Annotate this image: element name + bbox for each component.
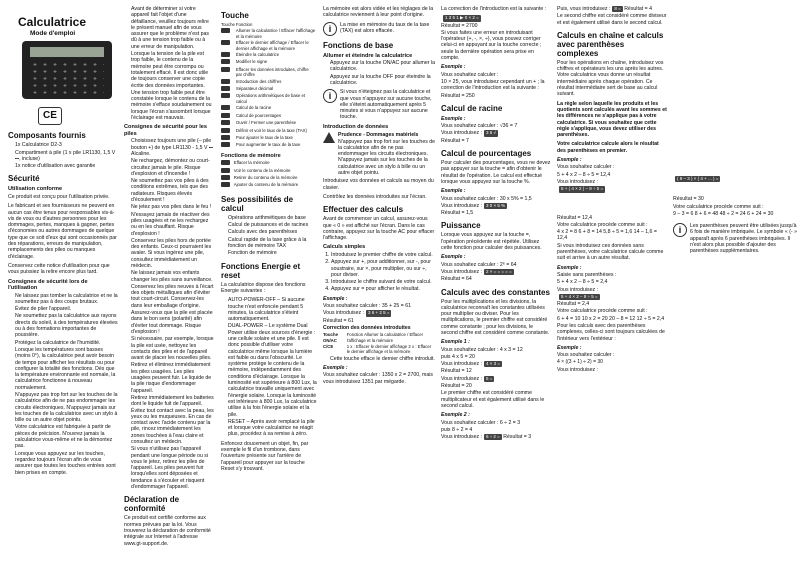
list-item: • Ne soumettez pas la calculatrice aux rayons directs du soleil, à des températures élevées ou à des formations importantes de poussière. xyxy=(15,313,118,338)
possibilities-title: Ses possibilités de calcul xyxy=(221,194,294,213)
example-result: Résultat = 3 xyxy=(503,434,532,441)
table-row xyxy=(323,332,435,344)
table-row xyxy=(221,105,317,112)
info-icon: i xyxy=(673,223,687,237)
key-function: Fonction Allumer la calculatrice / Effacer l'affichage et la mémoire xyxy=(346,332,424,343)
paragraph: Le premier chiffre est considéré comme multiplicateur et est également utilisé dans le second calcul. xyxy=(441,390,545,409)
example-label: Exemple : xyxy=(557,264,582,271)
info-note xyxy=(323,89,435,120)
table-row xyxy=(221,52,317,59)
table-row xyxy=(221,160,317,167)
root-title: Calcul de racine xyxy=(441,103,503,113)
key-sequence: 3 0 × 5 % xyxy=(485,202,506,208)
onoff-title: Allumer et éteindre la calculatrice xyxy=(323,52,413,59)
key-function: Effacer les données introduites, chiffre par chiffre xyxy=(235,66,309,78)
key-icon xyxy=(221,113,230,118)
example-label: Exemple 1 : xyxy=(441,339,470,346)
input-label: Vous introduisez : xyxy=(441,130,482,137)
example-label: Exemple : xyxy=(323,295,348,302)
key-function: Introduction des chiffres xyxy=(235,78,282,84)
key-row xyxy=(557,294,667,300)
warning-icon xyxy=(323,132,335,143)
example-result: Résultat = 1,5 xyxy=(441,210,474,217)
table-row xyxy=(221,113,317,120)
input-label: Vous introduisez : xyxy=(323,310,364,317)
components-list xyxy=(8,142,118,169)
example-task: Vous souhaitez calculer : xyxy=(441,71,499,78)
list-item: • Si vous n'utilisez pas l'appareil pendant une longue période ou si vous le jetez, retirez les piles de l'appareil. Les piles peuvent fuir lorsqu'elles sont déposées et tendance à s'écouler et risquent d'endommager l'appareil. xyxy=(131,446,214,490)
key-icon xyxy=(221,175,230,180)
list-item: • 1x notice d'utilisation avec garantie xyxy=(15,163,118,169)
ce-mark: CE xyxy=(38,107,62,125)
key-function: 1 x : Effacer le dernier affichage 2 x : Effacer le dernier affichage et la mémoire xyxy=(346,344,432,355)
list-item: • Assurez-vous que la pile est placée dans le bon sens (polarité) afin d'éviter tout dommage. Risque d'explosion ! xyxy=(131,310,214,335)
table-row xyxy=(221,142,317,149)
key-function: Voir le contenu de la mémoire xyxy=(233,167,291,173)
key-icon xyxy=(221,160,230,165)
example-steps: 6 + 4 = 10 10 x 2 = 20 20 – 8 = 12 12 ÷ 5 = 2,4 xyxy=(557,315,665,322)
key-sequence: ( 9 – 3 ) × ( 4 + ... ) = xyxy=(677,176,719,181)
effect-title: Effectuer des calculs xyxy=(323,205,404,215)
list-item: • Calcul rapide de la taxe grâce à la fonction de mémoire TAX xyxy=(228,237,317,250)
list-item: • Calcul de puissances et de racines xyxy=(228,222,317,228)
key-row xyxy=(441,15,551,21)
column-7 xyxy=(673,6,797,562)
table-row xyxy=(221,128,317,135)
key-sequence: 5 = xyxy=(485,375,493,381)
table-row xyxy=(221,182,317,189)
list-item: • Appuyez sur la touche OFF pour éteindre la calculatrice. xyxy=(330,74,435,87)
keys-table xyxy=(221,22,317,150)
info-icon: i xyxy=(323,22,337,36)
key-sequence: 5 + 4 × 2 – 8 ÷ 5 = xyxy=(561,293,598,299)
key-icon xyxy=(221,93,230,98)
key-icon xyxy=(221,135,230,140)
key-function: Retirer du contenu de la mémoire xyxy=(233,175,298,181)
calculator-keypad xyxy=(30,61,104,95)
correction-table xyxy=(323,332,435,356)
example-result: Résultat = 250 xyxy=(441,92,475,99)
safety-list xyxy=(8,293,118,476)
example-task: Saisie sans parenthèses : xyxy=(557,271,617,278)
table-row xyxy=(221,59,317,66)
list-item: 2. Appuyez sur +, pour additionner, sur -, pour soustraire, sur ×, pour multiplier, ou sur ÷, pour diviser. xyxy=(331,259,435,278)
paragraph: Conservez cette notice d'utilisation pour que vous puissiez la relire encore plus tard. xyxy=(8,262,110,276)
key-row xyxy=(557,186,667,192)
list-item: • DUAL-POWER – Le système Dual Power utilise deux sources d'énergie : une cellule solaire et une pile. Il est donc possible d'utiliser votre calculatrice même lorsque la lumière est faible ou dans l'obscurité. Le système protège le contenu de la mémoire, indépendamment des conditions d'éclairage. Lorsque la luminosité est supérieure à 800 Lux, la calculatrice travaille uniquement avec l'énergie solaire. Lorsque la luminosité est inférieure à 800 Lux, la calculatrice utilise à la fois l'énergie solaire et la pile. xyxy=(228,323,317,417)
key-icon xyxy=(221,67,230,72)
example-input-line xyxy=(441,361,551,367)
caution-title: Prudence - Dommages matériels xyxy=(338,132,419,139)
key-row xyxy=(673,176,797,182)
safety-list-continued xyxy=(124,6,214,121)
list-item: • Si nécessaire, par exemple, lorsque la pile est usée, nettoyez les contacts des piles et de l'appareil avant de placer les nouvelles piles. xyxy=(131,336,214,361)
paragraph: Introduisez vos données et calculs au moyen du clavier. xyxy=(323,178,434,191)
example-result: Résultat = 30 xyxy=(673,196,704,203)
calculator-illustration xyxy=(22,41,112,99)
key-sequence: 6 ÷ 2 = xyxy=(485,434,500,440)
list-item: • RESET – Après avoir remplacé la pile et lorsque votre calculatrice ne réagit plus, procédez à sa remise à zéro. xyxy=(228,419,317,438)
list-item: • Votre calculatrice est fabriquée à partir de pièces de précision. N'ouvrez jamais la calculatrice vous-même et ne la démontez pas. xyxy=(15,424,118,449)
input-label: Vous introduisez : xyxy=(441,268,482,275)
memory-table xyxy=(221,160,317,190)
key-icon xyxy=(221,120,230,125)
table-row xyxy=(221,175,317,182)
table-row xyxy=(221,93,317,105)
example-label: Exemple : xyxy=(441,64,466,71)
key-function: Séparateur décimal xyxy=(235,86,274,92)
key-function: Ouvrir / Fermer une parenthèse xyxy=(235,120,297,126)
key-icon xyxy=(221,105,230,110)
example-label: Exemple : xyxy=(557,157,582,164)
column-6 xyxy=(557,6,667,562)
example-label: Exemple 2 : xyxy=(441,412,470,419)
example-steps: 9 – 3 = 6 8 + 6 = 48 48 ÷ 2 = 24 6 + 24 = 30 xyxy=(673,210,774,217)
key-function: Pour augmenter le taux de la taxe xyxy=(235,142,301,148)
key-icon xyxy=(221,168,230,173)
input-title: Introduction de données xyxy=(323,123,389,130)
list-item: • N'appuyez pas trop fort sur les touches de la calculatrice afin de ne pas endommager les circuits électroniques. N'appuyez jamais sur les touches de la calculatrice avec un stylo à bille ou un autre objet pointu. xyxy=(15,392,118,423)
example-input-line xyxy=(441,130,551,136)
key-icon xyxy=(221,79,230,84)
paragraph: Pour les multiplications et les divisions, la calculatrice reconnaît les constantes utilisées pour multiplier ou diviser. Pour les multiplications, le premier chiffre est considéré comme constante ; pour les divisions, le second chiffre est considéré comme constante. xyxy=(441,298,550,336)
example-label: Exemple : xyxy=(441,188,466,195)
paragraph: Pour les opérations en chaîne, introduisez vos chiffres et opérateurs les uns après les autres. Votre calculatrice vous donne un résultat intermédiaire après chaque opération. Ce résultat intermédiaire sert de base au calcul suivant. xyxy=(557,59,664,98)
list-item: 1. Introduisez le premier chiffre de votre calcul. xyxy=(331,252,435,258)
example-task: Vous souhaitez calculer : √36 = 7 xyxy=(441,123,518,130)
paragraph: Ce produit est certifié conforme aux normes prévues par la loi. Vous trouverez la déclaration de conformité intégrale sur Internet à l'adresse www.gt-support.de. xyxy=(124,515,211,547)
key-function: Opérations arithmétiques de base et calcul xyxy=(235,93,306,104)
key-icon xyxy=(221,142,230,147)
example-task: Vous souhaitez calculer : xyxy=(557,352,615,359)
key-sequence: 2 × = = = = = xyxy=(485,268,512,274)
list-item: • 1x Calculatrice D2-3 xyxy=(15,142,118,148)
key-sequence: 4 × 3 = xyxy=(485,361,500,367)
list-item: • Protégez la calculatrice de l'humidité. xyxy=(15,340,118,346)
paragraph: Le fabricant et ses fournisseurs ne peuvent en aucun cas être tenus pour responsables vis-à-vis de vous ou d'autres personnes pour les dommages, pertes, manques à gagner, pertes d'économies ou autres dommages de quelque type que ce soit d'eux qui sont occasionnés par des réparations, erreurs de manipulation, remplacements des piles ou manques d'éclairage. xyxy=(8,203,117,260)
example-label: Exemple : xyxy=(441,115,466,122)
example-task: Vous souhaitez calculer : 4 x 3 = 12 xyxy=(441,346,523,353)
example-result: Résultat = 12,4 xyxy=(557,214,593,221)
input-label: Vous introduisez : xyxy=(441,361,482,368)
example-result: Résultat = 7 xyxy=(441,137,469,144)
caution-body xyxy=(338,132,435,176)
example-input-line xyxy=(441,434,551,440)
paragraph: La correction de l'introduction est la suivante : xyxy=(441,6,547,12)
example-note: Votre calculatrice procède comme suit : xyxy=(557,221,648,228)
list-item: • Cette touche efface le dernier chiffre introduit. xyxy=(330,356,435,362)
components-title: Composants fournis xyxy=(8,131,86,141)
header-touch: Touche xyxy=(221,22,235,27)
info-note xyxy=(323,22,435,36)
example-task: Vous souhaitez calculer : 1350 x 2 = 2700, mais vous introduisez 1351 par mégarde. xyxy=(323,372,434,385)
example-formula: 4 × ((3 + 1) ÷ 2) = 30 xyxy=(557,359,603,366)
example-task: Vous souhaitez calculer : 35 + 25 = 61 xyxy=(323,303,411,309)
info-note xyxy=(673,223,797,254)
simple-title: Calculs simples xyxy=(323,244,366,251)
security-title: Sécurité xyxy=(8,174,40,184)
base-functions-title: Fonctions de base xyxy=(323,40,394,50)
list-item: • Ne rechargez, démontez ou court-circuitez jamais le pile. Risque d'explosion et d'incendie ! xyxy=(131,158,214,177)
example-task: Vous souhaitez calculer : xyxy=(557,164,615,171)
list-item: • Opérations arithmétiques de base xyxy=(228,215,317,221)
input-label: Puis, vous introduisez : xyxy=(557,6,611,12)
key-function: Calcul de la racine xyxy=(235,105,272,111)
onoff-list xyxy=(323,60,435,86)
example-task: Vous souhaitez calculer : 6 ÷ 2 = 3 xyxy=(441,419,521,426)
table-row xyxy=(221,67,317,79)
key-label: C/CE xyxy=(323,344,334,349)
paragraph: La règle selon laquelle les produits et les quotients sont calculés avant les sommes et les différences ne s'applique pas à votre calculatrice. Si vous souhaitez que cette règle s'applique, vous devez utiliser des parenthèses. xyxy=(557,100,667,139)
key-sequence: 1 3 5 1 ▶ 0 × 2 = xyxy=(445,15,479,21)
list-item: 4. Appuyez sur = pour afficher le résultat. xyxy=(331,286,435,292)
list-item: • Ne laissez jamais vos enfants changer les piles sans surveillance. xyxy=(131,270,214,283)
example-result: Résultat = 64 xyxy=(441,276,472,283)
page-subtitle: Mode d'emploi xyxy=(30,30,76,37)
list-item: • AUTO-POWER-OFF – Si aucune touche n'est enfoncée pendant 5 minutes, la calculatrice s'éteint automatiquement. xyxy=(228,297,317,322)
list-item: • Ne soumettez pas vos piles à des conditions extrêmes, tels que des radiateurs. Risques élevés d'écoulement ! xyxy=(131,178,214,203)
example-input-line: Vous introduisez : xyxy=(557,366,598,373)
key-function: Allumer la calculatrice / Effacer l'affichage et la mémoire xyxy=(235,28,316,39)
example-input-line xyxy=(323,310,435,316)
paragraph: La mémoire est alors vidée et les réglages de la calculatrice reviennent à leur point d'origine. xyxy=(323,6,434,19)
example-note: Votre calculatrice procède comme suit : xyxy=(673,203,764,210)
list-item: • Lorsque vous appuyez sur les touches, regardez toujours l'écran afin de vous assurer que toutes les touches entrées sont bien prises en compte. xyxy=(15,451,118,476)
table-row xyxy=(221,28,317,40)
paragraph: Lorsque vous appuyez sur la touche =, l'opération précédente est répétée. Utilisez cette fonction pour calculer des puissances. xyxy=(441,232,542,252)
example-line: puis 8 ÷ 2 = 4 xyxy=(441,426,473,433)
table-row xyxy=(221,86,317,93)
usage-title: Utilisation conforme xyxy=(8,186,63,193)
battery-list xyxy=(124,138,214,490)
key-function: Effacer la mémoire xyxy=(233,160,270,166)
energy-list xyxy=(221,297,317,438)
example-line: 10 × 25, vous introduisez cependant un + ; la correction de l'introduction est la suivante : xyxy=(441,78,545,92)
caution-note xyxy=(323,132,435,176)
table-row xyxy=(221,135,317,142)
list-item: • Lorsque la tension de la pile est trop faible, le contenu de la mémoire peut être corrompu ou totalement effacé. Il est donc utile de toujours conserver une copie écrite des données importantes. xyxy=(131,51,214,89)
key-icon xyxy=(221,128,230,133)
example-label: Exemple : xyxy=(557,344,582,351)
example-input-line xyxy=(557,6,667,12)
header-function: Fonction xyxy=(235,22,253,27)
key-icon xyxy=(221,59,230,64)
key-icon xyxy=(221,86,230,91)
list-item: • Une tension trop faible peut être constatée lorsque le contenu de la mémoire s'efface soudainement ou lorsque l'écran s'assombrit lorsque l'éclairage est mauvais. xyxy=(131,90,214,121)
key-function: Effacer le dernier affichage / Effacer le dernier affichage et la mémoire xyxy=(235,40,309,51)
paragraph: Avant de commencer un calcul, assurez-vous que « 0 » est affiché sur l'écran. Dans le cas contraire, appuyez sur la touche AC pour effacer l'affichage. xyxy=(323,216,435,242)
key-icon xyxy=(221,182,230,187)
table-row xyxy=(221,168,317,175)
example-line: 5 + 4 x 2 – 8 ÷ 5 = 12,4 xyxy=(557,171,611,178)
correction-note-list xyxy=(323,356,435,362)
conformity-title: Déclaration de conformité xyxy=(124,495,180,514)
paragraph: Pour calculer des pourcentages, vous ne devez pas appuyer sur la touche = afin d'obtenir le résultat de l'opération. Le calcul est effectué lorsque vous appuyez sur la touche %. xyxy=(441,160,551,185)
example-result: Résultat = 61 xyxy=(323,317,354,324)
calculator-screen xyxy=(30,47,104,57)
paragraph: Pour les calculs avec des parenthèses complexes, celles-ci sont toujours calculées de l'intérieur vers l'extérieur : xyxy=(557,322,665,342)
paragraph: Ce produit est conçu pour l'utilisation privée. xyxy=(8,193,110,200)
key-function: Ajouter du contenu de la mémoire xyxy=(233,182,299,188)
input-label: Vous introduisez : xyxy=(441,202,482,209)
list-item: • Choisissez toujours une pile (– pile bouton +) de type LR1130 - 1,5 V ⎓ Alcaline. xyxy=(131,138,214,157)
key-function: Calcul de pourcentages xyxy=(235,112,282,118)
list-item: • Lorsque les températures sont basses (moins 0°), la calculatrice peut avoir besoin de temps pour afficher les résultats ou pour configurer la totalité des fonctions. Dès que la température environnante est normale, la calculatrice fonctionne à nouveau normalement. xyxy=(15,347,118,391)
general-safety-title: Consignes de sécurité lors de l'utilisation xyxy=(8,278,88,292)
example-result: Résultat = 12 xyxy=(441,368,472,375)
list-item: 3. Introduisez le chiffre suivant de votre calcul. xyxy=(331,279,435,285)
list-item: • Ne laissez pas tomber la calculatrice et ne la soumettez pas à des coups brutaux. xyxy=(15,293,118,306)
example-steps: 4 x 2 = 8 6 + 8 = 14 5,8 ÷ 5 = 1,6 14 – 1,6 = 12,4 xyxy=(557,229,657,242)
possibilities-list xyxy=(221,215,317,257)
example-note: Votre calculatrice procède comme suit : xyxy=(557,308,648,315)
column-2 xyxy=(124,6,214,562)
constants-title: Calculs avec des constantes xyxy=(441,287,550,297)
key-function: Modifier le signe xyxy=(235,59,268,65)
simple-steps xyxy=(323,252,435,293)
example-input-line: Vous introduisez : xyxy=(557,178,598,185)
example-input-line xyxy=(441,269,551,275)
example-task: Vous souhaitez calculer : 2⁶ = 64 xyxy=(441,261,517,268)
note-text: La mise en mémoire du taux de la taxe (TAX) est alors effacée. xyxy=(340,21,430,34)
column-5 xyxy=(441,6,551,562)
key-icon xyxy=(221,40,230,45)
list-item: • Retirez et éliminez immédiatement les piles usagées. Les piles usagées peuvent fuir. Le liquide de la pile risque d'endommager l'appareil. xyxy=(131,362,214,393)
column-4 xyxy=(323,6,435,562)
example-line: 5 + 4 x 2 – 8 ÷ 5 = 2,4 xyxy=(557,279,608,286)
key-function: Éteindre la calculatrice xyxy=(235,52,280,58)
column-1 xyxy=(8,6,118,562)
memory-title: Fonctions de mémoire xyxy=(221,152,281,159)
key-function: Définir et voir le taux de la taxe (TAX) xyxy=(235,127,307,133)
table-row xyxy=(221,40,317,52)
list-item: • Compartiment à pile (1 x pile LR1130, 1,5 V ⎓, incluse) xyxy=(15,150,118,163)
paragraph: La calculatrice dispose des fonctions Energie suivantes : xyxy=(221,281,306,294)
power-title: Puissance xyxy=(441,221,481,231)
list-item: • Appuyez sur la touche ON/AC pour allumer la calculatrice. xyxy=(330,60,435,73)
paragraph: Contrôlez les données introduites sur l'écran. xyxy=(323,193,427,200)
example-result: Résultat = 2,4 xyxy=(557,301,590,308)
table-row xyxy=(323,344,435,356)
key-function: Pour ajouter le taux de la taxe xyxy=(235,134,293,140)
input-label: Vous introduisez : xyxy=(441,375,482,382)
note-text: Si vous n'éteignez pas la calculatrice et que vous n'appuyez sur aucune touche, elle s'éteint automatiquement après 5 minutes si vous n'appuyez sur aucune touche. xyxy=(340,89,432,121)
paragraph: Si vous introduisez ces données sans parenthèses, votre calculatrice calcule comme suit et arrive à un autre résultat. xyxy=(557,242,664,262)
list-item: • Évitez de plier l'appareil. xyxy=(15,306,118,312)
paragraph: Le second chiffre est considéré comme diviseur et est également utilisé dans le second calcul. xyxy=(557,13,667,26)
paragraph: Enfoncez doucement un objet, fin, par exemple le fil d'un trombone, dans l'ouverture présente sur l'arrière de l'appareil pour appuyer sur la touche Reset s'y trouvant. xyxy=(221,440,309,472)
key-icon xyxy=(221,52,230,57)
complex-title: Calculs en chaîne et calculs avec parenthèses complexes xyxy=(557,30,664,58)
paragraph: Votre calculatrice calcule alors le résultat des parenthèses en premier. xyxy=(557,141,659,154)
key-sequence: 3 6 √ xyxy=(485,130,496,136)
info-icon: i xyxy=(323,89,337,103)
column-3 xyxy=(221,6,317,562)
key-sequence: 5 + ( 4 × 2 ) – 8 ÷ 5 = xyxy=(561,186,604,192)
list-item: • Calculs avec des parenthèses xyxy=(228,229,317,235)
page-title: Calculatrice xyxy=(18,15,87,29)
battery-title: Consignes de sécurité pour les piles xyxy=(124,124,207,137)
percent-title: Calcul de pourcentages xyxy=(441,149,532,159)
list-item: • Fonction de mémoire xyxy=(228,250,317,256)
example-result: Résultat = 2700 xyxy=(441,22,478,29)
list-item: • Conservez les piles hors de portée des enfants. Ceux-ci pourraient les avaler. Si vous ingérez une pile, consultez immédiatement un médecin. xyxy=(131,238,214,269)
list-item: • Conservez les piles neuves à l'écart des objets métalliques afin d'éviter tout court-circuit. Conservez-les dans leur emballage d'origine. xyxy=(131,284,214,309)
example-task: Vous souhaitez calculer : 30 x 5% = 1,5 xyxy=(441,195,532,202)
list-item: • N'essayez jamais de réactiver des piles usagées et ne les rechargez ou en les chauffant. Risque d'explosion ! xyxy=(131,212,214,237)
note-text: Les parenthèses peuvent être utilisées jusqu'à 6 fois de manière imbriquée. Le symbole « (- » apparaît après 6 parenthèses imbriquées. Il n'est alors plus possible d'ajouter des parenthèses supplémentaires. xyxy=(690,223,797,255)
example-result: Résultat = 20 xyxy=(441,383,472,390)
example-label: Exemple : xyxy=(441,254,466,261)
list-item: • Avant de déterminer si votre appareil fait l'objet d'une défaillance, veuillez toujours relire le présent manuel afin de vous assurer que le problème n'est pas dû à une tension trop faible ou à une erreur de manipulation. xyxy=(131,6,214,50)
example-input-line xyxy=(441,203,551,209)
example-result: Résultat = 4 xyxy=(624,6,653,12)
example-line: puis 4 x 5 = 20 xyxy=(441,353,475,360)
keys-title: Touche xyxy=(221,11,249,20)
paragraph: Si vous faites une erreur en introduisant l'opérateur (+, -, ×, ÷), vous pouvez corriger celui-ci en appuyant sur la touche correcte ; seule la dernière opération sera prise en compte. xyxy=(441,29,542,62)
list-item: • Ne jetez pas vos piles dans le feu ! xyxy=(131,204,214,210)
key-icon xyxy=(221,28,230,33)
table-row xyxy=(221,79,317,86)
input-label: Vous introduisez : xyxy=(441,434,482,441)
energy-title: Fonctions Energie et reset xyxy=(221,261,301,280)
key-sequence: 8 = xyxy=(614,6,621,11)
key-sequence: 3 6 + 2 5 = xyxy=(367,310,390,316)
example-input-line: Vous introduisez : xyxy=(557,286,598,293)
key-label: Touche ON/AC xyxy=(323,332,338,343)
caution-text: N'appuyez pas trop fort sur les touches de la calculatrice afin de ne pas endommager les circuits électroniques. N'appuyez jamais sur les touches de la calculatrice avec un stylo à bille ou un autre objet pointu. xyxy=(338,138,435,177)
list-item: • Retirez immédiatement les batteries dont le liquide fuit de l'appareil. Évitez tout contact avec la peau, les yeux ou les muqueuses. En cas de contact avec l'acide contenu par la pile, rincez immédiatement les zones touchées à l'eau claire et consultez un médecin. xyxy=(131,395,214,445)
correction-title: Correction des données introduites xyxy=(323,324,411,331)
table-row xyxy=(221,120,317,127)
example-input-line xyxy=(441,376,551,382)
example-label: Exemple : xyxy=(323,365,348,372)
